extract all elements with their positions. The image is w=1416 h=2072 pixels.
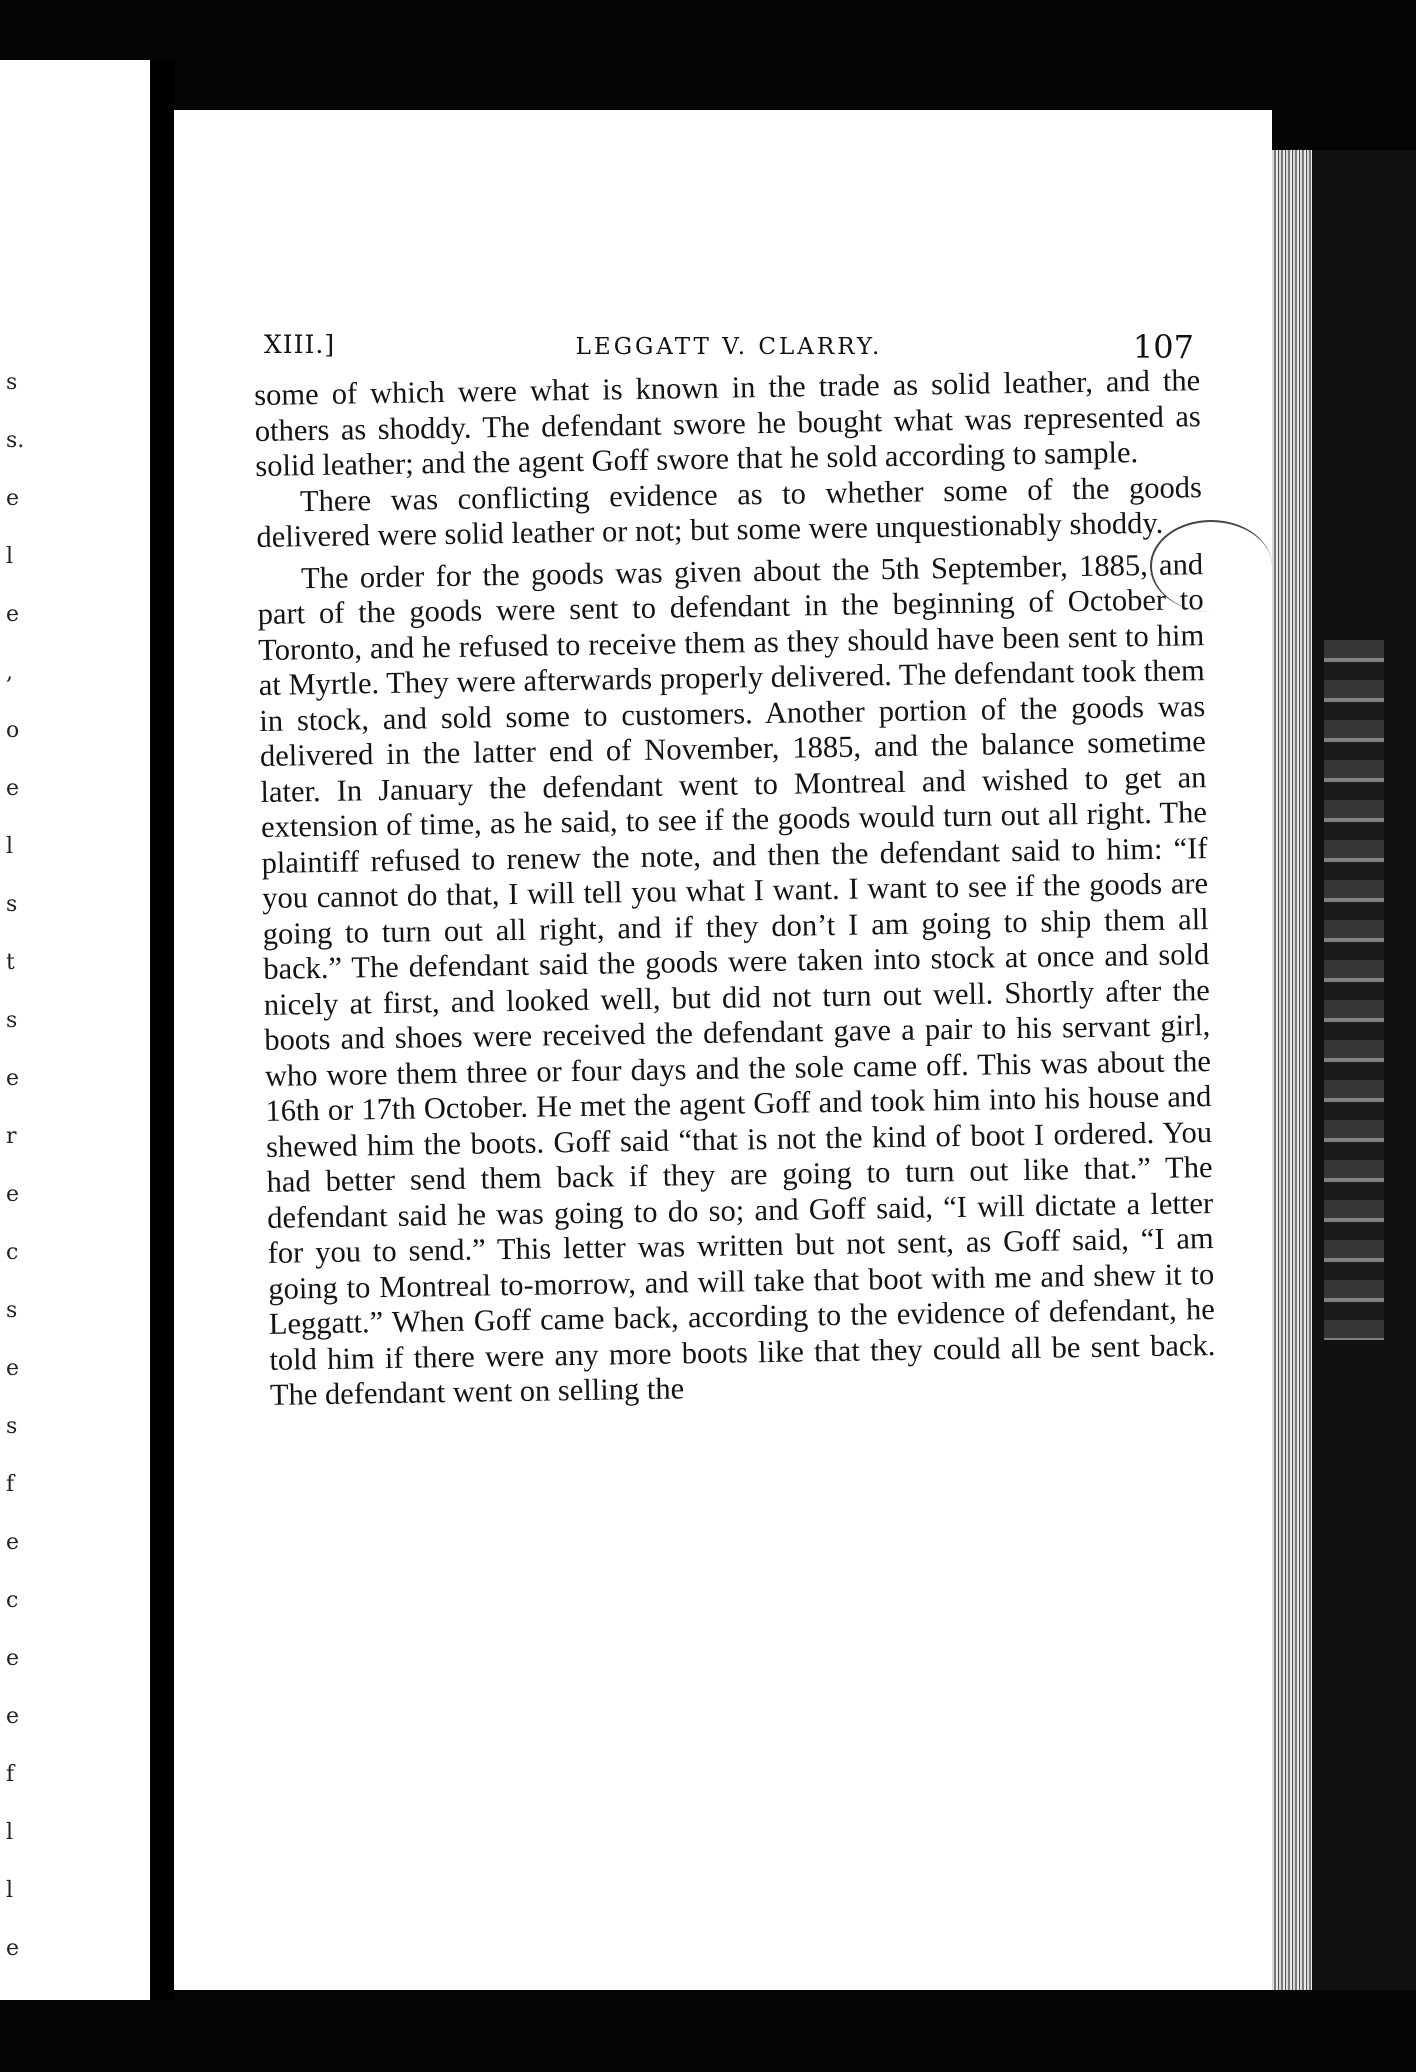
facing-page-letter: , xyxy=(6,660,13,685)
paragraph-1: some of which were what is known in the trade as solid leather, and the others as shoddy. The defendant swore he bought what was represented as solid leather; and the agent Goff swore that he sold according to sample. xyxy=(254,363,1201,483)
facing-page-letter: l xyxy=(6,1878,14,1903)
facing-page-letter: e xyxy=(6,1066,20,1091)
facing-page-letter: l xyxy=(6,544,14,569)
paragraph-3: The order for the goods was given about the 5th September, 1885, and part of the goods were sent to defendant in the beginning of October to Toronto, and he refused to receive them as they should have been sent to him at Myrtle. They were afterwards properly delivered. The defendant took them in stock, and sold some to customers. Another portion of the goods was delivered in the latter end of November, 1885, and the balance sometime later. In January the defendant went to Montreal and wished to get an extension of time, as he said, to see if the goods would turn out all right. The plaintiff refused to renew the note, and then the defendant said to him: “If you cannot do that, I will tell you what I want. I want to see if the goods are going to turn out all right, and if they don’t I am going to ship them all back.” The defendant said the goods were taken into stock at once and sold nicely at first, and looked well, but did not turn out well. Shortly after the boots and shoes were received the defendant gave a pair to his servant girl, who wore them three or four days and the sole came off. This was about the 16th or 17th October. He met the agent Goff and took him into his house and shewed him the boots. Goff said “that is not the kind of boot I ordered. You had better send them back if they are going to turn out like that.” The defendant said he was going to do so; and Goff said, “I will dictate a letter for you to send.” This letter was written but not sent, as Goff said, “I am going to Montreal to-morrow, and will take that boot with me and shew it to Leggatt.” When Goff came back, according to the evidence of defendant, he told him if there were any more boots like that they could all be sent back. The defendant went on selling the xyxy=(257,546,1216,1412)
facing-page-letter: e xyxy=(6,1182,20,1207)
facing-page-letter: e xyxy=(6,602,20,627)
page-header xyxy=(264,320,1194,370)
facing-page-letter: s xyxy=(6,892,18,917)
facing-page-letter: s xyxy=(6,1414,18,1439)
volume-marker: XIII.] xyxy=(264,330,336,359)
facing-page-letter: c xyxy=(6,1588,19,1613)
facing-page-fragment xyxy=(0,60,150,2000)
facing-page-letter: e xyxy=(6,776,20,801)
facing-page-letter: f xyxy=(6,1472,15,1497)
facing-page-letter: l xyxy=(6,834,14,859)
facing-page-letter: s xyxy=(6,370,18,395)
page-body xyxy=(254,363,1224,1898)
page-number: 107 xyxy=(1132,328,1194,366)
facing-page-letter: e xyxy=(6,1704,20,1729)
facing-page-letter: c xyxy=(6,1240,19,1265)
facing-page-letter: e xyxy=(6,1356,20,1381)
facing-page-letter: f xyxy=(6,1762,15,1787)
facing-page-letter: e xyxy=(6,1530,20,1555)
facing-page-letter: t xyxy=(6,950,15,975)
book-gutter xyxy=(150,60,174,2000)
book-page xyxy=(174,110,1272,1990)
facing-page-letter: e xyxy=(6,486,20,511)
facing-page-letter: r xyxy=(6,1124,17,1149)
facing-page-letter: s. xyxy=(6,428,25,453)
facing-page-letter: e xyxy=(6,1646,20,1671)
running-title: LEGGATT V. CLARRY. xyxy=(575,334,883,360)
pencil-mark xyxy=(1150,520,1272,612)
paragraph-2: There was conflicting evidence as to whether some of the goods delivered were solid leather or not; but some were unquestionably shoddy. xyxy=(256,469,1203,554)
page-edges xyxy=(1272,150,1312,1990)
library-stamp-icon xyxy=(1324,640,1384,1340)
facing-page-letter: o xyxy=(6,718,20,743)
facing-page-letter: s xyxy=(6,1298,18,1323)
facing-page-letter: s xyxy=(6,1008,18,1033)
facing-page-letter: e xyxy=(6,1936,20,1961)
facing-page-letter: l xyxy=(6,1820,14,1845)
